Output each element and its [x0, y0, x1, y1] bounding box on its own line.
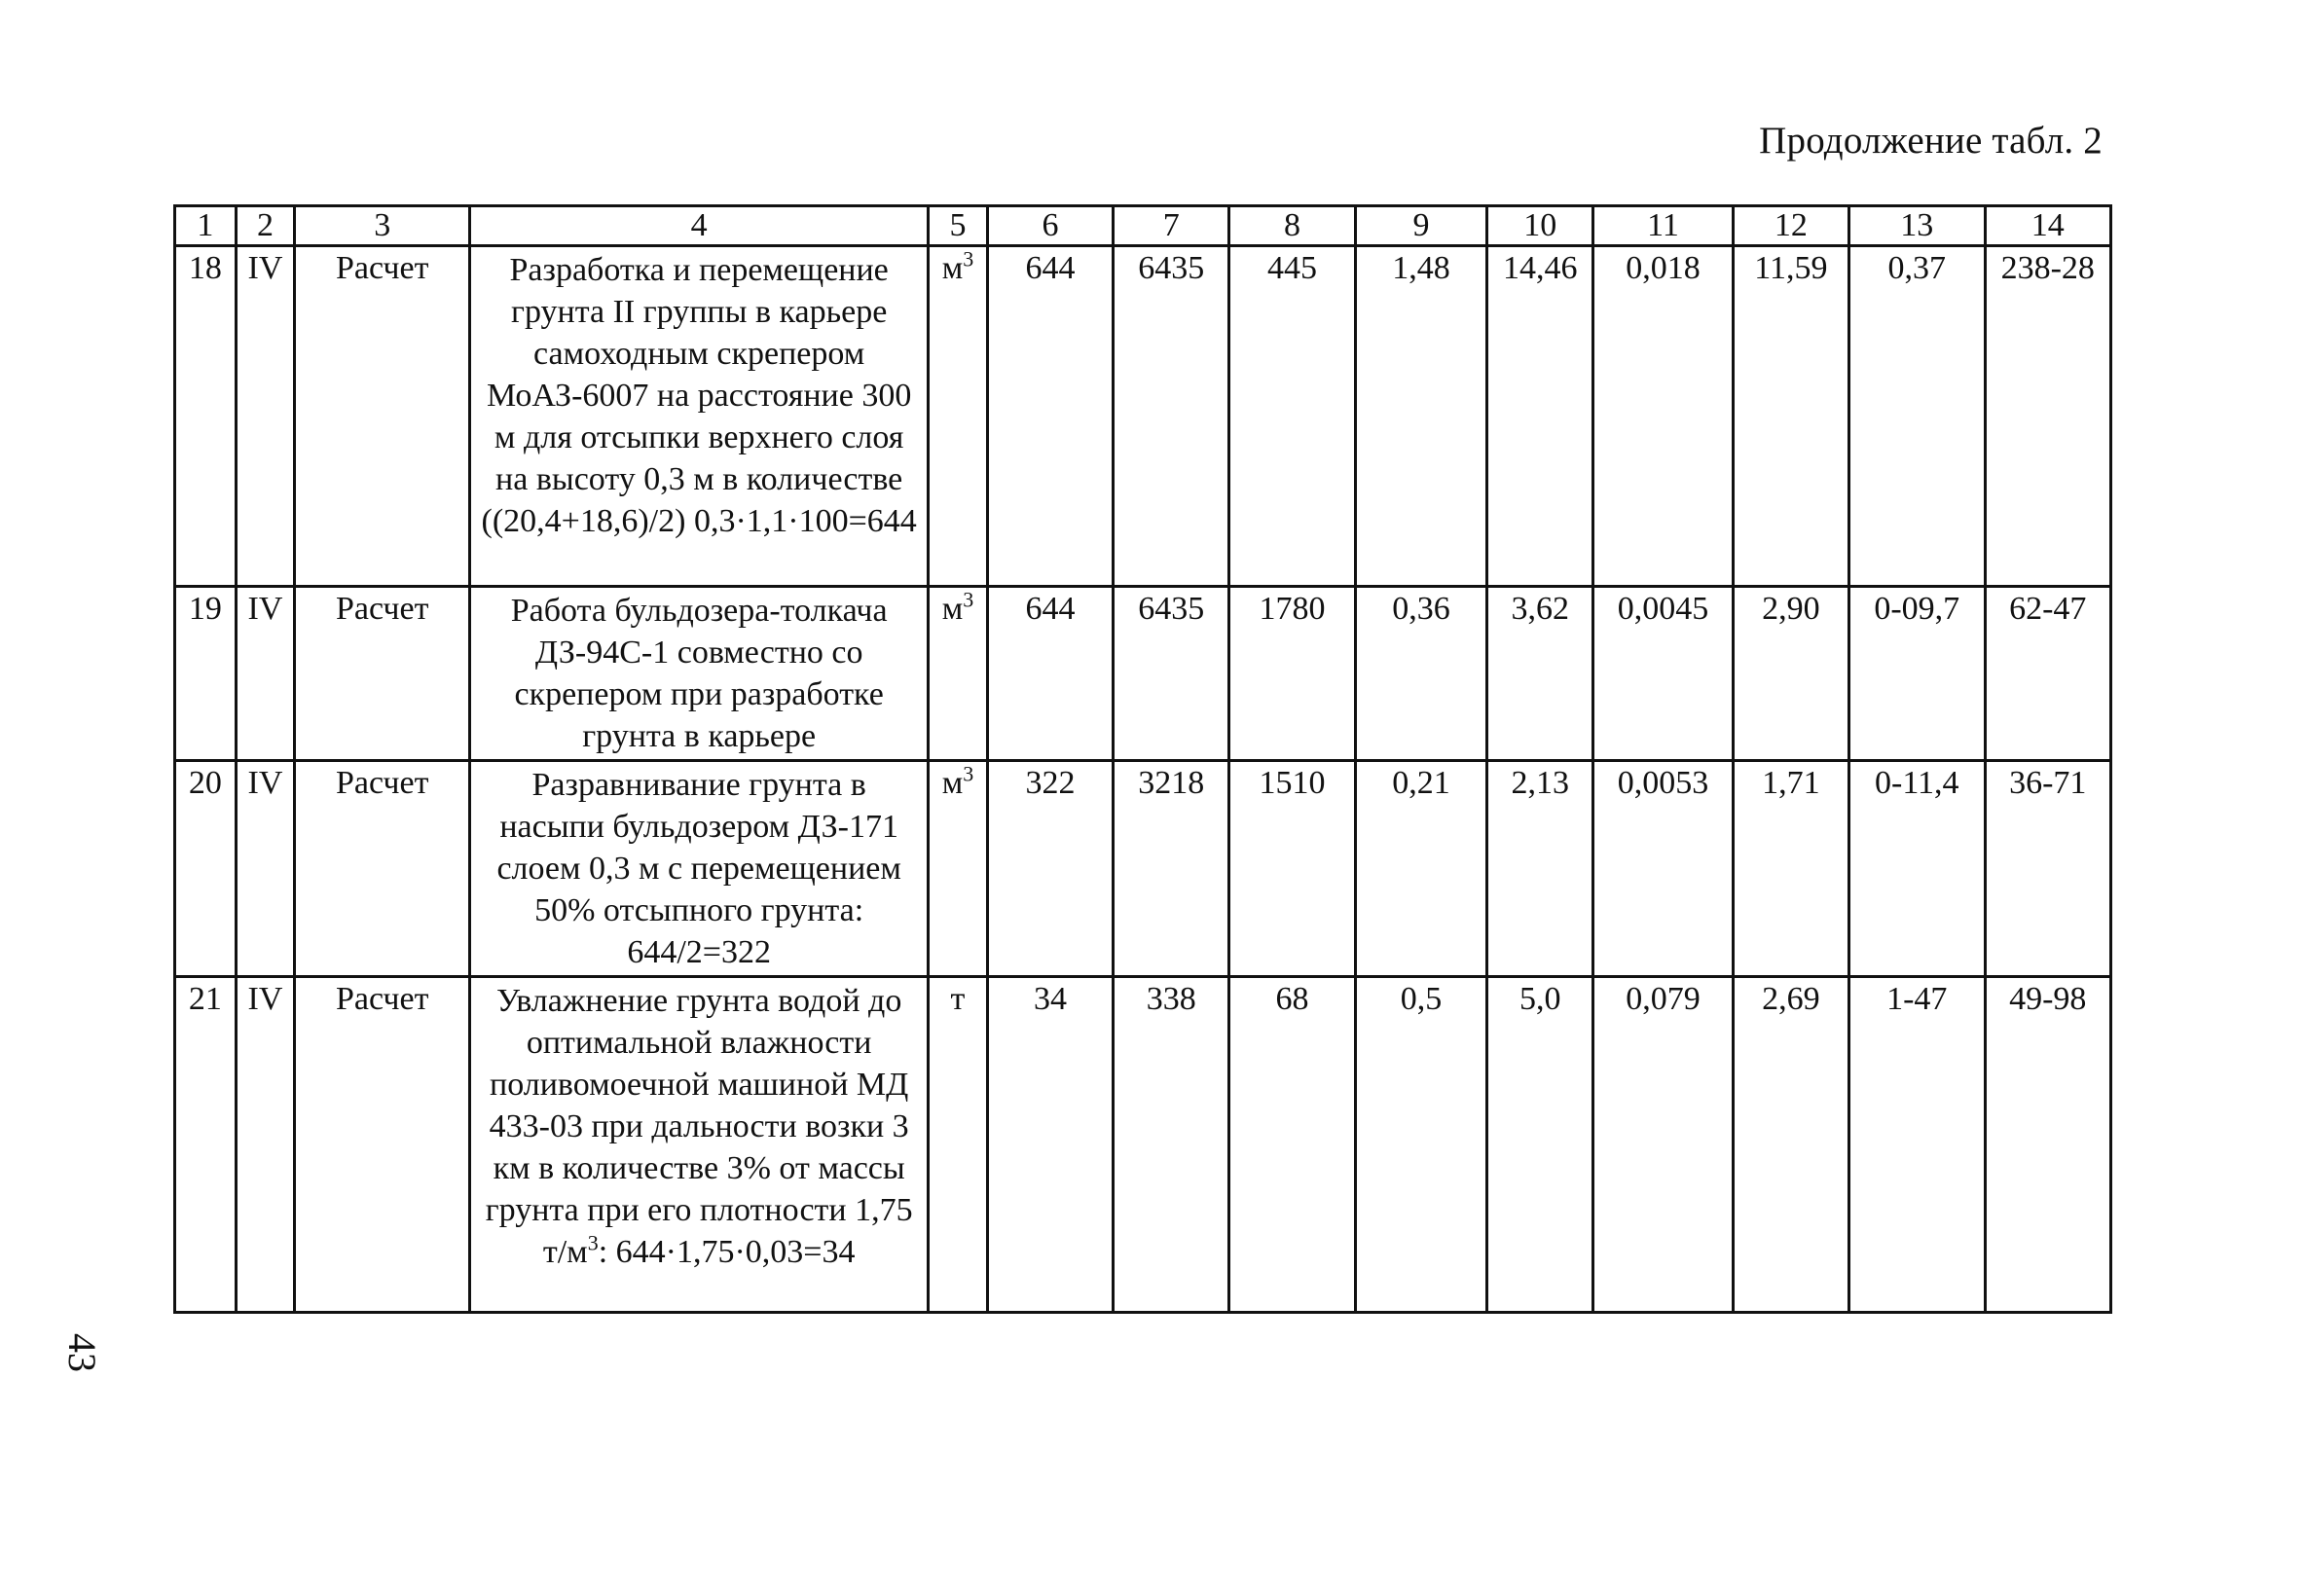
column-header: 7 — [1114, 206, 1229, 246]
value-cell: 1-47 — [1849, 977, 1985, 1313]
column-header: 8 — [1229, 206, 1355, 246]
column-header: 14 — [1985, 206, 2110, 246]
value-cell: 0,018 — [1593, 246, 1734, 587]
column-header: 13 — [1849, 206, 1985, 246]
basis-cell: Расчет — [295, 761, 470, 977]
value-cell: 3218 — [1114, 761, 1229, 977]
unit-cell — [929, 977, 988, 1313]
value-cell: 49-98 — [1985, 977, 2110, 1313]
table-header-row — [175, 206, 2111, 246]
unit-text: м — [941, 250, 964, 286]
unit-superscript: 3 — [963, 246, 974, 272]
value-cell: 0-09,7 — [1849, 587, 1985, 761]
value-cell: 11,59 — [1733, 246, 1848, 587]
value-cell: 3,62 — [1487, 587, 1593, 761]
value-cell: 0,0045 — [1593, 587, 1734, 761]
value-cell: 322 — [987, 761, 1113, 977]
row-number-cell: 20 — [175, 761, 237, 977]
description-superscript: 3 — [587, 1230, 599, 1255]
value-cell: 1510 — [1229, 761, 1355, 977]
basis-cell: Расчет — [295, 977, 470, 1313]
value-cell: 0,37 — [1849, 246, 1985, 587]
category-cell: IV — [236, 246, 295, 587]
row-number-cell: 18 — [175, 246, 237, 587]
value-cell: 62-47 — [1985, 587, 2110, 761]
description-cell: Разравнивание грунта в насыпи бульдозером ДЗ-171 слоем 0,3 м с перемещением 50% отсыпного грунта: 644/2=322 — [470, 761, 929, 977]
unit-cell — [929, 761, 988, 977]
description-cell: Работа бульдозера-толкача ДЗ-94С-1 совместно со скрепером при разработке грунта в карьере — [470, 587, 929, 761]
column-header: 3 — [295, 206, 470, 246]
basis-cell: Расчет — [295, 587, 470, 761]
value-cell: 0,079 — [1593, 977, 1734, 1313]
column-header: 9 — [1355, 206, 1486, 246]
value-cell: 2,90 — [1733, 587, 1848, 761]
value-cell: 14,46 — [1487, 246, 1593, 587]
column-header: 4 — [470, 206, 929, 246]
column-header: 2 — [236, 206, 295, 246]
value-cell: 644 — [987, 246, 1113, 587]
category-cell: IV — [236, 761, 295, 977]
unit-cell — [929, 587, 988, 761]
basis-cell: Расчет — [295, 246, 470, 587]
value-cell: 6435 — [1114, 246, 1229, 587]
value-cell: 1780 — [1229, 587, 1355, 761]
value-cell: 5,0 — [1487, 977, 1593, 1313]
value-cell: 445 — [1229, 246, 1355, 587]
description-text: : 644·1,75·0,03=34 — [598, 1234, 856, 1270]
value-cell: 2,69 — [1733, 977, 1848, 1313]
value-cell: 0-11,4 — [1849, 761, 1985, 977]
table-caption: Продолжение табл. 2 — [1759, 120, 2103, 162]
value-cell: 0,21 — [1355, 761, 1486, 977]
table-row — [175, 246, 2111, 587]
column-header: 6 — [987, 206, 1113, 246]
unit-cell — [929, 246, 988, 587]
value-cell: 36-71 — [1985, 761, 2110, 977]
description-cell: Разработка и перемещение грунта II группы в карьере самоходным скрепером МоАЗ-6007 на расстояние 300 м для отсыпки верхнего слоя на высоту 0,3 м в количестве ((20,4+18,6)/2) 0,3·1,1·100=644 — [470, 246, 929, 587]
category-cell: IV — [236, 587, 295, 761]
category-cell: IV — [236, 977, 295, 1313]
value-cell: 0,36 — [1355, 587, 1486, 761]
column-header: 5 — [929, 206, 988, 246]
unit-text: м — [941, 765, 964, 801]
table-row — [175, 977, 2111, 1313]
unit-text: т — [950, 981, 966, 1017]
column-header: 12 — [1733, 206, 1848, 246]
value-cell: 0,5 — [1355, 977, 1486, 1313]
value-cell: 1,48 — [1355, 246, 1486, 587]
value-cell: 2,13 — [1487, 761, 1593, 977]
value-cell: 68 — [1229, 977, 1355, 1313]
unit-text: м — [941, 591, 964, 627]
page-number: 43 — [60, 1333, 104, 1372]
table-row — [175, 587, 2111, 761]
value-cell: 1,71 — [1733, 761, 1848, 977]
unit-superscript: 3 — [963, 761, 974, 786]
value-cell: 34 — [987, 977, 1113, 1313]
value-cell: 238-28 — [1985, 246, 2110, 587]
value-cell: 6435 — [1114, 587, 1229, 761]
column-header: 10 — [1487, 206, 1593, 246]
data-table — [173, 204, 2112, 1314]
value-cell: 338 — [1114, 977, 1229, 1313]
unit-superscript: 3 — [963, 587, 974, 612]
value-cell: 0,0053 — [1593, 761, 1734, 977]
column-header: 1 — [175, 206, 237, 246]
value-cell: 644 — [987, 587, 1113, 761]
table-row — [175, 761, 2111, 977]
row-number-cell: 21 — [175, 977, 237, 1313]
description-text: Увлажнение грунта водой до оптимальной влажности поливомоечной машиной МД 433-03 при дальности возки 3 км в количестве 3% от массы грунта при его плотности 1,75 т/м — [485, 983, 913, 1270]
row-number-cell: 19 — [175, 587, 237, 761]
description-cell — [470, 977, 929, 1313]
column-header: 11 — [1593, 206, 1734, 246]
